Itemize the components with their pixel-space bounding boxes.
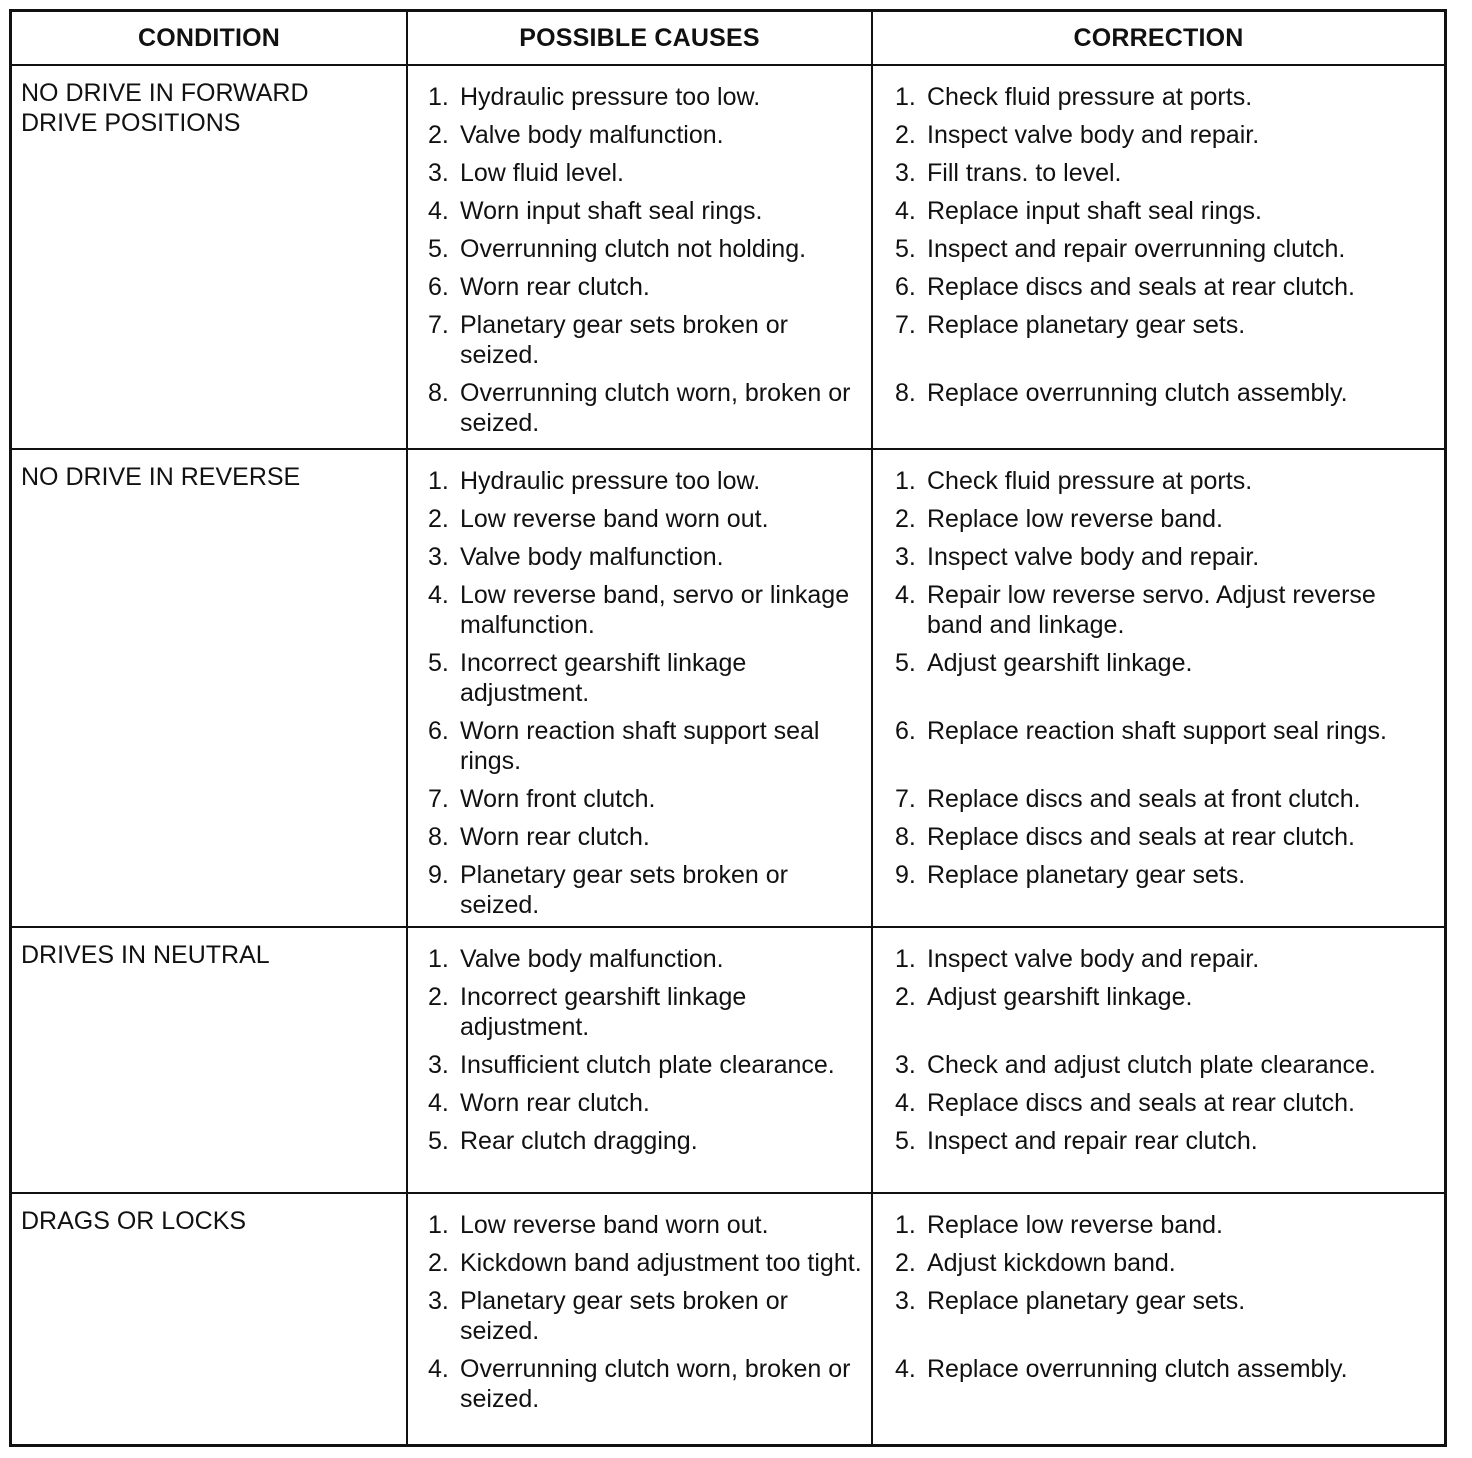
correction-item bbox=[895, 82, 1438, 112]
possible-causes-cell bbox=[408, 66, 873, 448]
item-number: 5. bbox=[428, 235, 449, 263]
cause-text: Incorrect gearshift linkage adjustment. bbox=[460, 983, 747, 1041]
item-number: 1. bbox=[428, 945, 449, 973]
correction-text: Inspect and repair overrunning clutch. bbox=[927, 235, 1346, 263]
cause-item bbox=[428, 716, 865, 776]
correction-cell bbox=[873, 928, 1444, 1192]
item-number: 3. bbox=[895, 159, 916, 187]
item-number: 1. bbox=[428, 1211, 449, 1239]
correction-text: Inspect valve body and repair. bbox=[927, 945, 1260, 973]
item-number: 4. bbox=[895, 581, 916, 609]
item-number: 7. bbox=[895, 311, 916, 339]
correction-item bbox=[895, 580, 1438, 640]
table-row bbox=[12, 64, 1444, 448]
possible-causes-cell bbox=[408, 450, 873, 926]
correction-item bbox=[895, 542, 1438, 572]
correction-text: Replace input shaft seal rings. bbox=[927, 197, 1262, 225]
item-number: 5. bbox=[895, 1127, 916, 1155]
header-condition: CONDITION bbox=[12, 12, 408, 64]
table-body bbox=[12, 64, 1444, 1444]
correction-item bbox=[895, 272, 1438, 302]
item-number: 4. bbox=[428, 197, 449, 225]
item-number: 6. bbox=[895, 717, 916, 745]
item-number: 9. bbox=[895, 861, 916, 889]
correction-cell bbox=[873, 1194, 1444, 1444]
cause-text: Rear clutch dragging. bbox=[460, 1127, 698, 1155]
correction-item bbox=[895, 982, 1438, 1042]
cause-item bbox=[428, 944, 865, 974]
possible-causes-cell bbox=[408, 1194, 873, 1444]
correction-text: Replace overrunning clutch assembly. bbox=[927, 379, 1348, 407]
correction-text: Fill trans. to level. bbox=[927, 159, 1122, 187]
diagnosis-table bbox=[9, 9, 1447, 1447]
item-number: 3. bbox=[428, 159, 449, 187]
item-number: 6. bbox=[428, 717, 449, 745]
item-number: 5. bbox=[895, 649, 916, 677]
item-number: 2. bbox=[428, 1249, 449, 1277]
item-number: 8. bbox=[428, 823, 449, 851]
correction-item bbox=[895, 784, 1438, 814]
correction-text: Adjust gearshift linkage. bbox=[927, 649, 1193, 677]
cause-text: Worn rear clutch. bbox=[460, 823, 650, 851]
correction-item bbox=[895, 1050, 1438, 1080]
cause-item bbox=[428, 310, 865, 370]
cause-item bbox=[428, 542, 865, 572]
cause-text: Hydraulic pressure too low. bbox=[460, 467, 761, 495]
correction-text: Check fluid pressure at ports. bbox=[927, 83, 1253, 111]
condition-cell: NO DRIVE IN REVERSE bbox=[12, 450, 408, 926]
cause-item bbox=[428, 120, 865, 150]
header-possible-causes: POSSIBLE CAUSES bbox=[408, 12, 873, 64]
item-number: 1. bbox=[895, 1211, 916, 1239]
cause-text: Overrunning clutch not holding. bbox=[460, 235, 807, 263]
item-number: 5. bbox=[428, 649, 449, 677]
item-number: 8. bbox=[895, 823, 916, 851]
correction-text: Replace overrunning clutch assembly. bbox=[927, 1355, 1348, 1383]
item-number: 8. bbox=[428, 379, 449, 407]
cause-text: Worn input shaft seal rings. bbox=[460, 197, 763, 225]
cause-item bbox=[428, 822, 865, 852]
correction-item bbox=[895, 1210, 1438, 1240]
cause-item bbox=[428, 580, 865, 640]
correction-item bbox=[895, 234, 1438, 264]
cause-text: Hydraulic pressure too low. bbox=[460, 83, 761, 111]
cause-item bbox=[428, 466, 865, 496]
item-number: 2. bbox=[895, 505, 916, 533]
table-header-row bbox=[12, 12, 1444, 64]
correction-text: Inspect valve body and repair. bbox=[927, 121, 1260, 149]
correction-text: Inspect and repair rear clutch. bbox=[927, 1127, 1258, 1155]
cause-text: Valve body malfunction. bbox=[460, 945, 724, 973]
correction-text: Replace planetary gear sets. bbox=[927, 861, 1246, 889]
correction-item bbox=[895, 648, 1438, 708]
cause-text: Valve body malfunction. bbox=[460, 121, 724, 149]
cause-item bbox=[428, 234, 865, 264]
item-number: 3. bbox=[428, 1287, 449, 1315]
cause-text: Planetary gear sets broken or seized. bbox=[460, 311, 788, 369]
cause-item bbox=[428, 1126, 865, 1156]
cause-text: Worn front clutch. bbox=[460, 785, 656, 813]
item-number: 8. bbox=[895, 379, 916, 407]
table-row bbox=[12, 448, 1444, 926]
cause-item bbox=[428, 784, 865, 814]
correction-text: Check fluid pressure at ports. bbox=[927, 467, 1253, 495]
cause-text: Insufficient clutch plate clearance. bbox=[460, 1051, 835, 1079]
correction-item bbox=[895, 466, 1438, 496]
correction-item bbox=[895, 1354, 1438, 1414]
cause-text: Worn rear clutch. bbox=[460, 1089, 650, 1117]
correction-item bbox=[895, 860, 1438, 920]
cause-item bbox=[428, 158, 865, 188]
header-correction: CORRECTION bbox=[1073, 23, 1244, 52]
correction-text: Replace discs and seals at rear clutch. bbox=[927, 823, 1355, 851]
correction-item bbox=[895, 1286, 1438, 1346]
condition-cell: NO DRIVE IN FORWARD DRIVE POSITIONS bbox=[12, 66, 408, 448]
correction-text: Adjust gearshift linkage. bbox=[927, 983, 1193, 1011]
item-number: 2. bbox=[895, 1249, 916, 1277]
correction-item bbox=[895, 310, 1438, 370]
cause-text: Worn reaction shaft support seal rings. bbox=[460, 717, 820, 775]
item-number: 9. bbox=[428, 861, 449, 889]
item-number: 2. bbox=[428, 983, 449, 1011]
cause-text: Planetary gear sets broken or seized. bbox=[460, 1287, 788, 1345]
cause-text: Overrunning clutch worn, broken or seized. bbox=[460, 1355, 851, 1413]
cause-text: Planetary gear sets broken or seized. bbox=[460, 861, 788, 919]
correction-text: Replace low reverse band. bbox=[927, 505, 1223, 533]
item-number: 2. bbox=[428, 505, 449, 533]
item-number: 3. bbox=[895, 1287, 916, 1315]
item-number: 2. bbox=[428, 121, 449, 149]
correction-text: Replace planetary gear sets. bbox=[927, 1287, 1246, 1315]
cause-item bbox=[428, 196, 865, 226]
cause-text: Kickdown band adjustment too tight. bbox=[460, 1249, 862, 1277]
cause-text: Low fluid level. bbox=[460, 159, 624, 187]
cause-text: Low reverse band worn out. bbox=[460, 1211, 769, 1239]
correction-item bbox=[895, 944, 1438, 974]
cause-text: Worn rear clutch. bbox=[460, 273, 650, 301]
item-number: 7. bbox=[895, 785, 916, 813]
item-number: 7. bbox=[428, 311, 449, 339]
correction-text: Check and adjust clutch plate clearance. bbox=[927, 1051, 1376, 1079]
item-number: 3. bbox=[428, 543, 449, 571]
correction-text: Replace low reverse band. bbox=[927, 1211, 1223, 1239]
item-number: 1. bbox=[895, 83, 916, 111]
item-number: 5. bbox=[895, 235, 916, 263]
correction-item bbox=[895, 1248, 1438, 1278]
item-number: 2. bbox=[895, 983, 916, 1011]
item-number: 3. bbox=[895, 543, 916, 571]
condition-cell: DRIVES IN NEUTRAL bbox=[12, 928, 408, 1192]
correction-cell bbox=[873, 450, 1444, 926]
condition-cell: DRAGS OR LOCKS bbox=[12, 1194, 408, 1444]
correction-item bbox=[895, 158, 1438, 188]
cause-item bbox=[428, 1354, 865, 1414]
item-number: 2. bbox=[895, 121, 916, 149]
correction-item bbox=[895, 120, 1438, 150]
cause-item bbox=[428, 272, 865, 302]
item-number: 6. bbox=[428, 273, 449, 301]
item-number: 1. bbox=[895, 467, 916, 495]
correction-item bbox=[895, 716, 1438, 776]
cause-item bbox=[428, 982, 865, 1042]
item-number: 1. bbox=[428, 467, 449, 495]
item-number: 3. bbox=[895, 1051, 916, 1079]
item-number: 6. bbox=[895, 273, 916, 301]
cause-item bbox=[428, 860, 865, 920]
correction-item bbox=[895, 196, 1438, 226]
correction-text: Replace discs and seals at rear clutch. bbox=[927, 273, 1355, 301]
cause-text: Low reverse band, servo or linkage malfunction. bbox=[460, 581, 850, 639]
correction-text: Replace planetary gear sets. bbox=[927, 311, 1246, 339]
table-row bbox=[12, 926, 1444, 1192]
cause-item bbox=[428, 648, 865, 708]
cause-text: Valve body malfunction. bbox=[460, 543, 724, 571]
cause-text: Overrunning clutch worn, broken or seized. bbox=[460, 379, 851, 437]
item-number: 1. bbox=[428, 83, 449, 111]
cause-item bbox=[428, 1088, 865, 1118]
item-number: 5. bbox=[428, 1127, 449, 1155]
correction-item bbox=[895, 822, 1438, 852]
cause-item bbox=[428, 1050, 865, 1080]
cause-item bbox=[428, 1286, 865, 1346]
cause-item bbox=[428, 1210, 865, 1240]
correction-item bbox=[895, 1088, 1438, 1118]
item-number: 7. bbox=[428, 785, 449, 813]
cause-item bbox=[428, 1248, 865, 1278]
item-number: 4. bbox=[895, 1355, 916, 1383]
correction-cell bbox=[873, 66, 1444, 448]
correction-item bbox=[895, 1126, 1438, 1156]
correction-text: Repair low reverse servo. Adjust reverse band and linkage. bbox=[927, 581, 1376, 639]
correction-item bbox=[895, 504, 1438, 534]
cause-text: Incorrect gearshift linkage adjustment. bbox=[460, 649, 747, 707]
item-number: 4. bbox=[428, 1355, 449, 1383]
table-row bbox=[12, 1192, 1444, 1444]
cause-item bbox=[428, 378, 865, 438]
item-number: 1. bbox=[895, 945, 916, 973]
item-number: 3. bbox=[428, 1051, 449, 1079]
possible-causes-cell bbox=[408, 928, 873, 1192]
correction-item bbox=[895, 378, 1438, 438]
cause-item bbox=[428, 504, 865, 534]
item-number: 4. bbox=[428, 581, 449, 609]
correction-text: Replace reaction shaft support seal rings. bbox=[927, 717, 1387, 745]
correction-text: Replace discs and seals at rear clutch. bbox=[927, 1089, 1355, 1117]
cause-item bbox=[428, 82, 865, 112]
item-number: 4. bbox=[428, 1089, 449, 1117]
correction-text: Inspect valve body and repair. bbox=[927, 543, 1260, 571]
item-number: 4. bbox=[895, 1089, 916, 1117]
correction-text: Adjust kickdown band. bbox=[927, 1249, 1176, 1277]
correction-text: Replace discs and seals at front clutch. bbox=[927, 785, 1361, 813]
item-number: 4. bbox=[895, 197, 916, 225]
cause-text: Low reverse band worn out. bbox=[460, 505, 769, 533]
